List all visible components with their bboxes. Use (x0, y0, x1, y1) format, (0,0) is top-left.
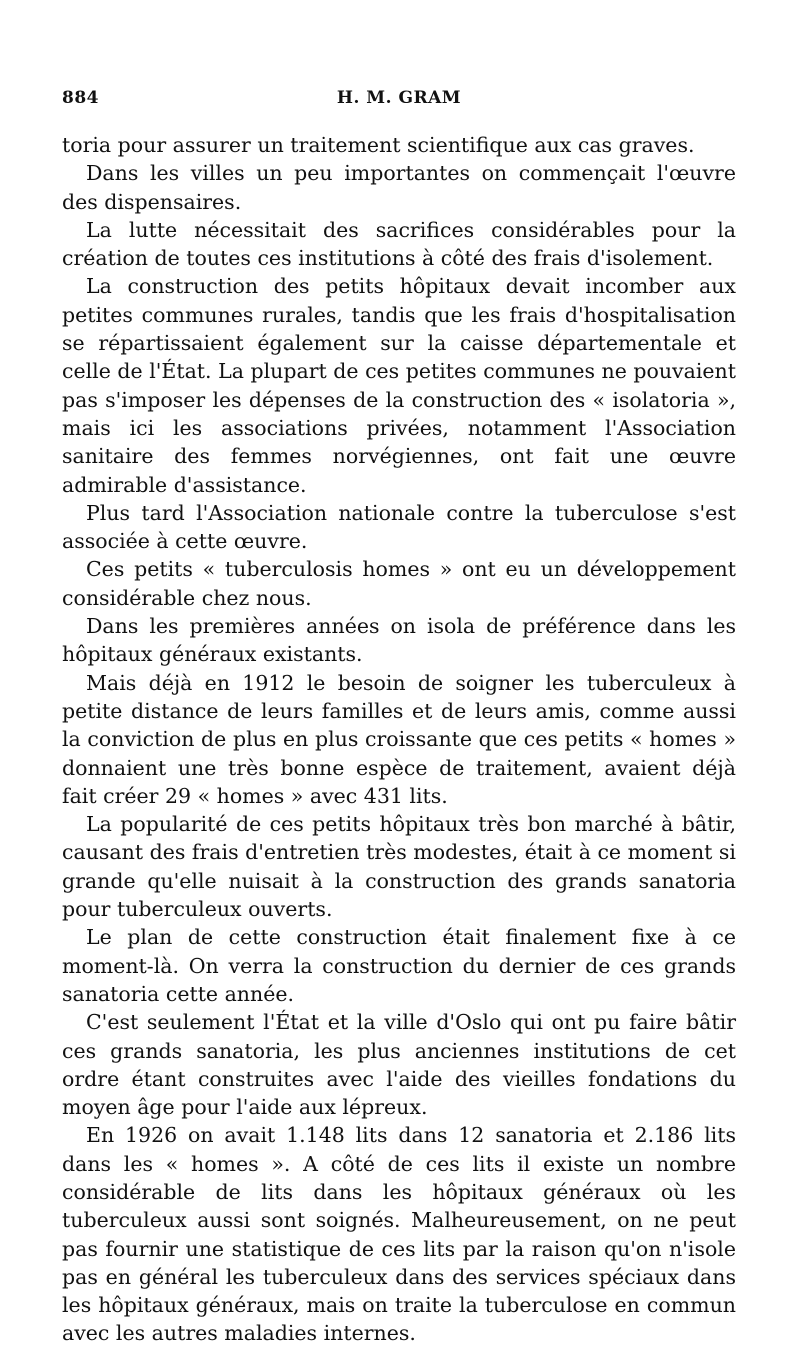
paragraph: En 1926 on avait 1.148 lits dans 12 sanatoria et 2.186 lits dans les « homes ». A côté de ces lits il existe un nombre considérable de lits dans les hôpitaux généraux où les tuberculeux aussi sont soignés. Malheureusement, on ne peut pas fournir une statistique de ces lits par la raison qu'on n'isole pas en général les tuberculeux dans des services spéciaux dans les hôpitaux généraux, mais on traite la tuberculose en commun avec les autres maladies internes. (62, 1123, 736, 1346)
running-head (62, 88, 736, 114)
paragraph: La lutte nécessitait des sacrifices considérables pour la création de toutes ces institutions à côté des frais d'isolement. (62, 217, 736, 271)
body-text (62, 131, 736, 1348)
paragraph: Dans les villes un peu importantes on commençait l'œuvre des dispensaires. (62, 161, 736, 214)
running-title: H. M. GRAM (336, 88, 462, 108)
book-page (62, 88, 736, 1348)
paragraph: La popularité de ces petits hôpitaux très bon marché à bâtir, causant des frais d'entretien très modestes, était à ce moment si grande qu'elle nuisait à la construction des grands sanatoria pour tuberculeux ouverts. (62, 812, 736, 922)
page-number: 884 (62, 88, 99, 108)
paragraph: Dans les premières années on isola de préférence dans les hôpitaux généraux existants. (62, 614, 736, 667)
paragraph: Le plan de cette construction était finalement fixe à ce moment-là. On verra la construction du dernier de ces grands sanatoria cette année. (62, 925, 736, 1006)
paragraph: C'est seulement l'État et la ville d'Oslo qui ont pu faire bâtir ces grands sanatoria, les plus anciennes institutions de cet ordre étant construites avec l'aide des vieilles fondations du moyen âge pour l'aide aux lépreux. (62, 1010, 736, 1120)
paragraph: La construction des petits hôpitaux devait incomber aux petites communes rurales, tandis que les frais d'hospitalisation se répartissaient également sur la caisse départementale et celle de l'État. La plupart de ces petites communes ne pouvaient pas s'imposer les dépenses de la construction des « isolatoria », mais ici les associations privées, notamment l'Association sanitaire des femmes norvégiennes, ont fait une œuvre admirable d'assistance. (62, 274, 736, 497)
paragraph: Ces petits « tuberculosis homes » ont eu un développement considérable chez nous. (62, 557, 736, 610)
paragraph: Mais déjà en 1912 le besoin de soigner les tuberculeux à petite distance de leurs familles et de leurs amis, comme aussi la conviction de plus en plus croissante que ces petits « homes » donnaient une très bonne espèce de traitement, avaient déjà fait créer 29 « homes » avec 431 lits. (62, 670, 736, 808)
paragraph: Plus tard l'Association nationale contre la tuberculose s'est associée à cette œuvre. (62, 500, 736, 554)
paragraph: toria pour assurer un traitement scientifique aux cas graves. (62, 133, 695, 157)
